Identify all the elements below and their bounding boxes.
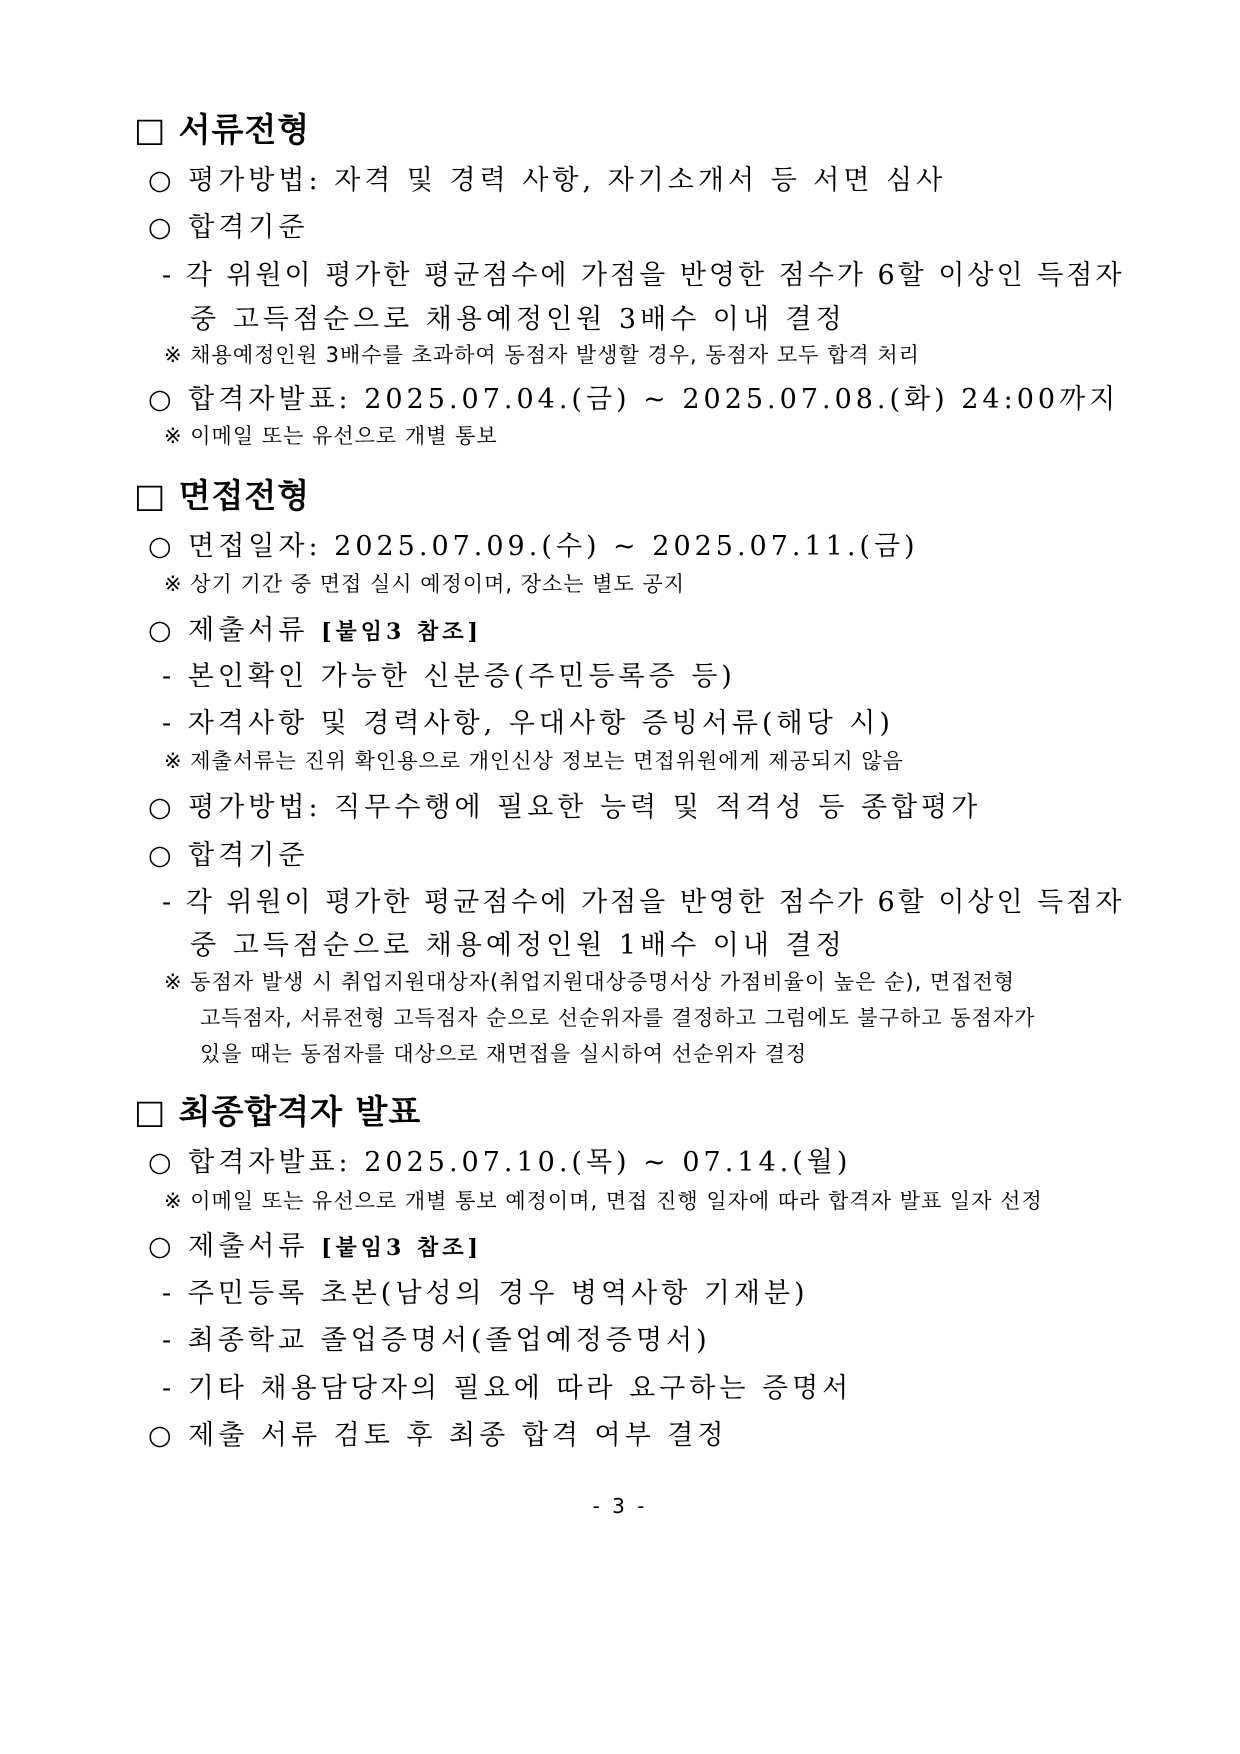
interview-criteria-note-1: ※ 동점자 발생 시 취업지원대상자(취업지원대상증명서상 가점비율이 높은 순), 면접전형 (164, 970, 1016, 994)
document-criteria-title: ○ 합격기준 (148, 212, 309, 243)
document-announce-note: ※ 이메일 또는 유선으로 개별 통보 (164, 424, 498, 448)
final-docs-label: ○ 제출서류 (148, 1231, 322, 1262)
section-heading-interview: □ 면접전형 (134, 476, 311, 515)
final-announce: ○ 합격자발표: 2025.07.10.(목) ~ 07.14.(월) (148, 1147, 852, 1178)
final-doc-1: - 주민등록 초본(남성의 경우 병역사항 기재분) (162, 1278, 809, 1309)
interview-docs-label: ○ 제출서류 (148, 615, 322, 646)
interview-criteria-note-3: 있을 때는 동점자를 대상으로 재면접을 실시하여 선순위자 결정 (200, 1042, 808, 1066)
final-review: ○ 제출 서류 검토 후 최종 합격 여부 결정 (148, 1420, 728, 1451)
interview-criteria-title: ○ 합격기준 (148, 840, 309, 871)
document-criteria-line2: 중 고득점순으로 채용예정인원 3배수 이내 결정 (190, 304, 846, 335)
final-announce-note: ※ 이메일 또는 유선으로 개별 통보 예정이며, 면접 진행 일자에 따라 합격자 발표 일자 선정 (164, 1189, 1043, 1213)
interview-doc-2: - 자격사항 및 경력사항, 우대사항 증빙서류(해당 시) (162, 708, 894, 739)
section-heading-final: □ 최종합격자 발표 (134, 1092, 422, 1131)
final-docs-ref: [붙임3 참조] (321, 1235, 482, 1261)
interview-criteria-line2: 중 고득점순으로 채용예정인원 1배수 이내 결정 (190, 930, 846, 961)
interview-date: ○ 면접일자: 2025.07.09.(수) ~ 2025.07.11.(금) (148, 531, 919, 562)
interview-docs-note: ※ 제출서류는 진위 확인용으로 개인신상 정보는 면접위원에게 제공되지 않음 (164, 749, 904, 773)
interview-date-note: ※ 상기 기간 중 면접 실시 예정이며, 장소는 별도 공지 (164, 572, 686, 596)
document-announce: ○ 합격자발표: 2025.07.04.(금) ~ 2025.07.08.(화) 24:00까지 (148, 384, 1120, 415)
interview-eval-method: ○ 평가방법: 직무수행에 필요한 능력 및 적격성 등 종합평가 (148, 792, 982, 823)
interview-docs-title (148, 608, 482, 647)
document-criteria-line1: - 각 위원이 평가한 평균점수에 가점을 반영한 점수가 6할 이상인 득점자 (162, 260, 1125, 291)
section-heading-document-screening: □ 서류전형 (134, 110, 311, 149)
final-doc-2: - 최종학교 졸업증명서(졸업예정증명서) (162, 1325, 711, 1356)
document-criteria-note: ※ 채용예정인원 3배수를 초과하여 동점자 발생할 경우, 동점자 모두 합격 처리 (164, 343, 920, 367)
interview-criteria-line1: - 각 위원이 평가한 평균점수에 가점을 반영한 점수가 6할 이상인 득점자 (162, 887, 1125, 918)
page-number: - 3 - (592, 1494, 648, 1518)
final-docs-title (148, 1224, 482, 1263)
interview-docs-ref: [붙임3 참조] (321, 619, 482, 645)
document-eval-method: ○ 평가방법: 자격 및 경력 사항, 자기소개서 등 서면 심사 (148, 165, 947, 196)
interview-doc-1: - 본인확인 가능한 신분증(주민등록증 등) (162, 661, 736, 692)
final-doc-3: - 기타 채용담당자의 필요에 따라 요구하는 증명서 (162, 1373, 853, 1404)
interview-criteria-note-2: 고득점자, 서류전형 고득점자 순으로 선순위자를 결정하고 그럼에도 불구하고 동점자가 (200, 1006, 1036, 1030)
